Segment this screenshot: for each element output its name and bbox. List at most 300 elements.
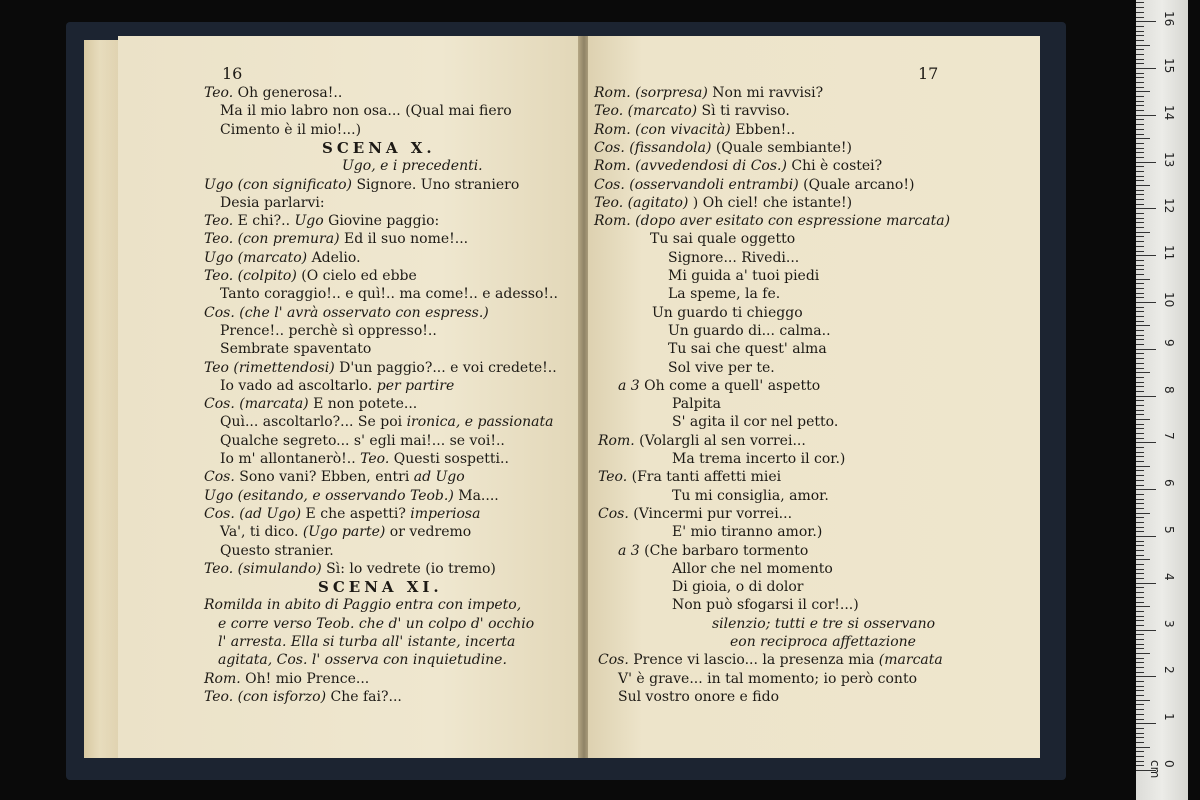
ruler-tick bbox=[1136, 236, 1144, 237]
ruler-number: 4 bbox=[1162, 572, 1176, 581]
ruler-tick bbox=[1136, 138, 1150, 139]
ruler-tick bbox=[1136, 185, 1150, 186]
text-line bbox=[594, 139, 852, 157]
page-number: 16 bbox=[222, 64, 243, 83]
text-run: Sì ti ravviso. bbox=[697, 103, 790, 120]
text-run: Ugo bbox=[294, 213, 324, 230]
text-run: Prence vi lascio... la presenza mia bbox=[628, 652, 879, 669]
text-run: ironica, e passionata bbox=[406, 414, 554, 431]
text-run: (Quale sembiante!) bbox=[711, 139, 852, 156]
text-run: Palpita bbox=[672, 396, 722, 413]
text-run: Cos. bbox=[204, 469, 235, 486]
text-line bbox=[598, 468, 781, 486]
ruler-tick bbox=[1136, 246, 1144, 247]
text-line bbox=[220, 322, 437, 340]
ruler-tick bbox=[1136, 124, 1144, 125]
text-run: Romilda in abito di Paggio entra con impeto, bbox=[204, 597, 522, 614]
text-run: Teo. (con premura) bbox=[204, 231, 340, 248]
text-run: SCENA XI. bbox=[318, 578, 443, 597]
text-run: Teo. bbox=[204, 213, 234, 230]
text-line bbox=[650, 230, 795, 248]
text-run: E chi?.. bbox=[233, 213, 295, 230]
text-line bbox=[218, 615, 534, 633]
ruler-tick bbox=[1136, 45, 1150, 46]
text-line bbox=[594, 157, 882, 175]
text-line bbox=[672, 578, 804, 596]
text-line bbox=[730, 633, 916, 651]
ruler-tick bbox=[1136, 761, 1144, 762]
text-run: SCENA X. bbox=[322, 138, 436, 157]
ruler-number: 8 bbox=[1162, 385, 1176, 394]
ruler-tick bbox=[1136, 428, 1144, 429]
ruler-tick bbox=[1136, 363, 1144, 364]
text-line bbox=[598, 651, 943, 669]
ruler-tick bbox=[1136, 190, 1144, 191]
ruler-tick bbox=[1136, 662, 1144, 663]
text-run: Ma.... bbox=[453, 487, 499, 504]
ruler-number: 5 bbox=[1162, 526, 1176, 534]
text-run: Qualche segreto... s' egli mai!... se voi!.. bbox=[220, 432, 505, 449]
ruler-tick bbox=[1136, 541, 1144, 542]
ruler-tick bbox=[1136, 704, 1144, 705]
ruler-tick bbox=[1136, 353, 1144, 354]
ruler-tick bbox=[1136, 218, 1144, 219]
ruler-tick bbox=[1136, 485, 1144, 486]
ruler-tick bbox=[1136, 620, 1144, 621]
text-line bbox=[220, 542, 334, 560]
text-line bbox=[668, 359, 775, 377]
ruler-tick bbox=[1136, 751, 1144, 752]
ruler-tick bbox=[1136, 587, 1144, 588]
ruler-tick bbox=[1136, 279, 1150, 280]
text-run: Sol vive per te. bbox=[668, 359, 775, 376]
ruler-number: 7 bbox=[1162, 432, 1176, 441]
text-run: ad Ugo bbox=[413, 469, 465, 486]
text-run: Ugo (con significato) bbox=[204, 176, 352, 193]
ruler-number: 0 cm bbox=[1148, 760, 1176, 779]
text-run: Cimento è il mio!...) bbox=[220, 121, 362, 138]
ruler-number: 3 bbox=[1162, 619, 1176, 628]
ruler-number: 15 bbox=[1162, 58, 1176, 74]
text-run: Teo. bbox=[360, 451, 390, 467]
ruler-tick bbox=[1136, 377, 1144, 378]
text-run: Di gioia, o di dolor bbox=[672, 579, 804, 596]
text-run: Tu mi consiglia, amor. bbox=[672, 487, 829, 504]
ruler-tick bbox=[1136, 349, 1156, 350]
text-run: Cos. (che l' avrà osservato con espress.) bbox=[204, 304, 489, 321]
text-run: Ugo (esitando, e osservando Teob.) bbox=[204, 487, 454, 504]
text-run: Va', ti dico. bbox=[220, 524, 303, 541]
ruler-tick bbox=[1136, 91, 1150, 92]
text-run: eon reciproca affettazione bbox=[730, 634, 916, 650]
ruler-tick bbox=[1136, 517, 1144, 518]
text-line bbox=[204, 84, 342, 102]
text-run: S' agita bbox=[672, 414, 726, 431]
ruler-tick bbox=[1136, 213, 1144, 214]
ruler-tick bbox=[1136, 26, 1144, 27]
ruler-tick bbox=[1136, 382, 1144, 383]
text-run: Cos. bbox=[598, 652, 629, 669]
ruler-tick bbox=[1136, 129, 1144, 130]
ruler-tick bbox=[1136, 335, 1144, 336]
ruler-tick bbox=[1136, 737, 1144, 738]
ruler-tick bbox=[1136, 611, 1144, 612]
ruler-tick bbox=[1136, 709, 1144, 710]
ruler-tick bbox=[1136, 602, 1144, 603]
ruler-tick bbox=[1136, 274, 1144, 275]
text-line bbox=[204, 212, 439, 230]
ruler-tick bbox=[1136, 592, 1144, 593]
ruler-tick bbox=[1136, 456, 1144, 457]
text-line bbox=[618, 688, 779, 706]
ruler-tick bbox=[1136, 747, 1150, 748]
ruler-tick bbox=[1136, 21, 1156, 22]
ruler-number: 11 bbox=[1162, 245, 1176, 261]
text-run: Signore... Rivedi... bbox=[668, 249, 800, 266]
text-line bbox=[218, 633, 515, 651]
measuring-ruler bbox=[1136, 0, 1188, 800]
text-run: Teo. bbox=[598, 469, 628, 486]
text-line bbox=[220, 450, 509, 468]
ruler-tick bbox=[1136, 2, 1144, 3]
ruler-tick bbox=[1136, 358, 1144, 359]
ruler-tick bbox=[1136, 31, 1144, 32]
ruler-tick bbox=[1136, 232, 1150, 233]
ruler-tick bbox=[1136, 756, 1144, 757]
text-run: Rom. (sorpresa) bbox=[594, 85, 708, 101]
ruler-tick bbox=[1136, 653, 1150, 654]
ruler-number: 14 bbox=[1162, 104, 1176, 121]
ruler-tick bbox=[1136, 723, 1156, 724]
text-line bbox=[220, 377, 454, 395]
ruler-tick bbox=[1136, 7, 1144, 8]
text-run: Teo. (con isforzo) bbox=[204, 688, 327, 705]
text-run: Rom. bbox=[204, 670, 241, 687]
text-run: (marcata bbox=[878, 652, 943, 669]
ruler-number: 2 bbox=[1162, 666, 1176, 675]
text-line bbox=[220, 340, 371, 358]
text-line bbox=[342, 157, 483, 175]
ruler-tick bbox=[1136, 499, 1144, 500]
ruler-tick bbox=[1136, 559, 1150, 560]
text-run: ) Oh ciel! che istante!) bbox=[688, 194, 853, 211]
ruler-tick bbox=[1136, 606, 1150, 607]
text-run: Sul vostro onore e fido bbox=[618, 688, 780, 705]
text-run: Ebben!.. bbox=[730, 121, 796, 138]
ruler-tick bbox=[1136, 424, 1144, 425]
text-line bbox=[672, 560, 833, 578]
ruler-tick bbox=[1136, 251, 1144, 252]
ruler-tick bbox=[1136, 87, 1144, 88]
ruler-number: 12 bbox=[1162, 198, 1176, 214]
ruler-tick bbox=[1136, 325, 1150, 326]
text-line bbox=[220, 432, 505, 450]
text-run: Teo. (marcato) bbox=[594, 103, 698, 120]
text-line bbox=[204, 176, 519, 194]
ruler-tick bbox=[1136, 480, 1144, 481]
ruler-tick bbox=[1136, 625, 1144, 626]
ruler-tick bbox=[1136, 494, 1144, 495]
ruler-tick bbox=[1136, 489, 1156, 490]
text-line bbox=[652, 304, 803, 322]
text-line bbox=[668, 340, 827, 358]
text-run: Chi è costei? bbox=[786, 158, 883, 175]
ruler-tick bbox=[1136, 311, 1144, 312]
ruler-tick bbox=[1136, 522, 1144, 523]
text-line bbox=[204, 230, 468, 248]
ruler-tick bbox=[1136, 321, 1144, 322]
text-line bbox=[322, 139, 436, 157]
ruler-tick bbox=[1136, 410, 1144, 411]
text-run: Sì: lo vedrete (io tremo) bbox=[321, 560, 496, 577]
ruler-tick bbox=[1136, 157, 1144, 158]
text-run: Che fai?... bbox=[326, 688, 402, 705]
ruler-tick bbox=[1136, 105, 1144, 106]
ruler-tick bbox=[1136, 143, 1144, 144]
ruler-tick bbox=[1136, 162, 1156, 163]
text-line bbox=[220, 523, 471, 541]
text-run: (Vincermi pur vorrei... bbox=[628, 505, 793, 522]
ruler-tick bbox=[1136, 569, 1144, 570]
text-line bbox=[598, 432, 806, 450]
ruler-tick bbox=[1136, 17, 1144, 18]
ruler-tick bbox=[1136, 447, 1144, 448]
text-line bbox=[594, 194, 852, 212]
ruler-tick bbox=[1136, 742, 1144, 743]
text-run: l' arresta. Ella si turba all' istante, incerta bbox=[218, 634, 516, 650]
ruler-tick bbox=[1136, 386, 1144, 387]
ruler-tick bbox=[1136, 302, 1156, 303]
text-line bbox=[220, 285, 558, 303]
text-line bbox=[594, 212, 950, 230]
text-run: Io m' allontanerò!.. bbox=[220, 451, 361, 467]
ruler-tick bbox=[1136, 686, 1144, 687]
text-run: Teo. (agitato) bbox=[594, 194, 689, 211]
ruler-tick bbox=[1136, 690, 1144, 691]
ruler-tick bbox=[1136, 400, 1144, 401]
text-run: Oh! mio Prence... bbox=[240, 670, 370, 687]
ruler-tick bbox=[1136, 269, 1144, 270]
text-run: Io vado ad ascoltarlo. bbox=[220, 377, 377, 394]
ruler-tick bbox=[1136, 227, 1144, 228]
text-run: Giovine paggio: bbox=[323, 213, 440, 230]
ruler-tick bbox=[1136, 293, 1144, 294]
ruler-tick bbox=[1136, 513, 1150, 514]
text-line bbox=[618, 670, 917, 688]
text-run: Tu sai quale oggetto bbox=[650, 231, 796, 248]
text-run: Teo. (simulando) bbox=[204, 560, 322, 577]
text-run: (Ugo parte) bbox=[302, 524, 386, 541]
ruler-number: 13 bbox=[1162, 151, 1176, 167]
text-line bbox=[668, 285, 780, 303]
text-run: Ed il suo nome!... bbox=[339, 231, 469, 248]
page-number: 17 bbox=[918, 64, 939, 83]
ruler-tick bbox=[1136, 391, 1144, 392]
text-line bbox=[594, 84, 823, 102]
text-run: il cor nel petto. bbox=[725, 414, 839, 431]
text-line bbox=[204, 359, 557, 377]
ruler-tick bbox=[1136, 222, 1144, 223]
text-run: Sono vani? Ebben, entri bbox=[234, 469, 414, 486]
ruler-tick bbox=[1136, 339, 1144, 340]
left-page bbox=[118, 36, 580, 758]
ruler-tick bbox=[1136, 368, 1144, 369]
ruler-tick bbox=[1136, 419, 1150, 420]
ruler-tick bbox=[1136, 134, 1144, 135]
text-run: silenzio; tutti e tre si osservano bbox=[712, 615, 936, 632]
ruler-tick bbox=[1136, 700, 1150, 701]
text-line bbox=[204, 596, 521, 614]
text-run: or vedremo bbox=[385, 524, 472, 541]
text-run: Non può sfogarsi il cor!...) bbox=[672, 597, 859, 614]
ruler-tick bbox=[1136, 564, 1144, 565]
ruler-tick bbox=[1136, 77, 1144, 78]
ruler-tick bbox=[1136, 96, 1144, 97]
ruler-tick bbox=[1136, 531, 1144, 532]
text-run: Cos. (fissandola) bbox=[594, 139, 712, 156]
ruler-tick bbox=[1136, 372, 1150, 373]
ruler-tick bbox=[1136, 176, 1144, 177]
ruler-tick bbox=[1136, 307, 1144, 308]
text-line bbox=[594, 121, 795, 139]
ruler-tick bbox=[1136, 82, 1144, 83]
ruler-tick bbox=[1136, 59, 1144, 60]
text-run: Teo. (colpito) bbox=[204, 268, 297, 284]
ruler-tick bbox=[1136, 639, 1144, 640]
ruler-tick bbox=[1136, 260, 1144, 261]
text-line bbox=[204, 304, 489, 322]
ruler-tick bbox=[1136, 545, 1144, 546]
text-run: Quì... ascoltarlo?... Se poi bbox=[220, 414, 407, 431]
ruler-tick bbox=[1136, 115, 1156, 116]
text-line bbox=[204, 468, 465, 486]
text-run: Desia parlarvi: bbox=[220, 194, 325, 211]
ruler-tick bbox=[1136, 204, 1144, 205]
text-line bbox=[672, 450, 845, 468]
text-run: e corre verso Teob. che d' un colpo d' occhio bbox=[218, 615, 535, 632]
text-run: Signore. Uno straniero bbox=[352, 176, 520, 193]
ruler-number: 1 bbox=[1162, 713, 1176, 721]
ruler-tick bbox=[1136, 466, 1150, 467]
text-run: Ma il mio labro non osa... (Qual mai fiero bbox=[220, 103, 512, 120]
ruler-tick bbox=[1136, 396, 1156, 397]
text-run: Sembrate spaventato bbox=[220, 341, 372, 358]
text-line bbox=[672, 487, 829, 505]
text-line bbox=[668, 267, 819, 285]
ruler-tick bbox=[1136, 283, 1144, 284]
text-run: Tanto coraggio!.. e quì!.. ma come!.. e adesso!.. bbox=[220, 286, 558, 303]
text-run: La speme, la fe. bbox=[668, 286, 781, 303]
text-run: Ma trema incerto il cor.) bbox=[672, 451, 846, 467]
text-line bbox=[594, 102, 790, 120]
text-run: Mi guida a' tuoi piedi bbox=[668, 268, 820, 284]
text-run: Ugo (marcato) bbox=[204, 249, 308, 266]
text-line bbox=[204, 267, 417, 285]
text-run: Adelio. bbox=[307, 249, 361, 266]
text-run: (Volargli al sen vorrei... bbox=[634, 432, 806, 449]
ruler-tick bbox=[1136, 148, 1144, 149]
ruler-tick bbox=[1136, 578, 1144, 579]
ruler-tick bbox=[1136, 672, 1144, 673]
text-run: Cos. bbox=[598, 505, 629, 522]
text-line bbox=[220, 121, 361, 139]
ruler-tick bbox=[1136, 658, 1144, 659]
text-run: Rom. bbox=[598, 432, 635, 449]
text-run: Tu sai che quest' alma bbox=[668, 341, 827, 358]
ruler-tick bbox=[1136, 634, 1144, 635]
text-run: Ugo, e i precedenti. bbox=[342, 158, 483, 175]
ruler-tick bbox=[1136, 208, 1156, 209]
text-run: (Fra tanti affetti miei bbox=[627, 469, 782, 486]
ruler-tick bbox=[1136, 180, 1144, 181]
text-line bbox=[668, 249, 799, 267]
text-line bbox=[618, 377, 820, 395]
ruler-tick bbox=[1136, 110, 1144, 111]
ruler-tick bbox=[1136, 667, 1144, 668]
ruler-tick bbox=[1136, 171, 1144, 172]
ruler-tick bbox=[1136, 573, 1144, 574]
text-run: Non mi ravvisi? bbox=[707, 85, 824, 101]
text-line bbox=[204, 505, 480, 523]
text-run: E non potete... bbox=[308, 396, 418, 413]
text-run: D'un paggio?... e voi credete!.. bbox=[334, 359, 557, 376]
text-line bbox=[672, 413, 838, 431]
ruler-tick bbox=[1136, 68, 1156, 69]
text-run: E che aspetti? bbox=[301, 505, 411, 522]
ruler-tick bbox=[1136, 344, 1144, 345]
ruler-tick bbox=[1136, 265, 1144, 266]
ruler-tick bbox=[1136, 442, 1156, 443]
text-run: Un guardo di... calma.. bbox=[668, 322, 831, 339]
ruler-tick bbox=[1136, 166, 1144, 167]
text-line bbox=[668, 322, 831, 340]
text-line bbox=[204, 688, 402, 706]
text-run: agitata, Cos. l' osserva con inquietudine. bbox=[218, 652, 507, 669]
ruler-tick bbox=[1136, 555, 1144, 556]
text-run: Oh come a quell' aspetto bbox=[639, 377, 821, 394]
text-line bbox=[672, 523, 822, 541]
ruler-tick bbox=[1136, 503, 1144, 504]
ruler-tick bbox=[1136, 40, 1144, 41]
ruler-tick bbox=[1136, 101, 1144, 102]
ruler-tick bbox=[1136, 536, 1156, 537]
ruler-number: 6 bbox=[1162, 479, 1176, 487]
text-run: Rom. (dopo aver esitato con espressione marcata) bbox=[594, 213, 951, 230]
ruler-tick bbox=[1136, 681, 1144, 682]
ruler-tick bbox=[1136, 550, 1144, 551]
ruler-tick bbox=[1136, 714, 1144, 715]
text-run: Prence!.. perchè sì oppresso!.. bbox=[220, 322, 437, 339]
text-run: Cos. (marcata) bbox=[204, 396, 309, 413]
ruler-tick bbox=[1136, 733, 1144, 734]
text-run: Rom. (con vivacità) bbox=[594, 121, 731, 138]
text-run: a 3 bbox=[618, 377, 640, 394]
text-line bbox=[598, 505, 792, 523]
ruler-tick bbox=[1136, 470, 1144, 471]
text-run: E' mio tiranno amor.) bbox=[672, 524, 823, 541]
ruler-tick bbox=[1136, 63, 1144, 64]
ruler-tick bbox=[1136, 765, 1144, 766]
text-line bbox=[204, 670, 369, 688]
text-run: Teo. bbox=[204, 85, 234, 101]
ruler-tick bbox=[1136, 54, 1144, 55]
text-line bbox=[220, 102, 512, 120]
text-line bbox=[618, 542, 808, 560]
text-run: Teo (rimettendosi) bbox=[204, 359, 335, 376]
text-line bbox=[204, 560, 496, 578]
text-run: Cos. (ad Ugo) bbox=[204, 505, 302, 522]
ruler-tick bbox=[1136, 452, 1144, 453]
